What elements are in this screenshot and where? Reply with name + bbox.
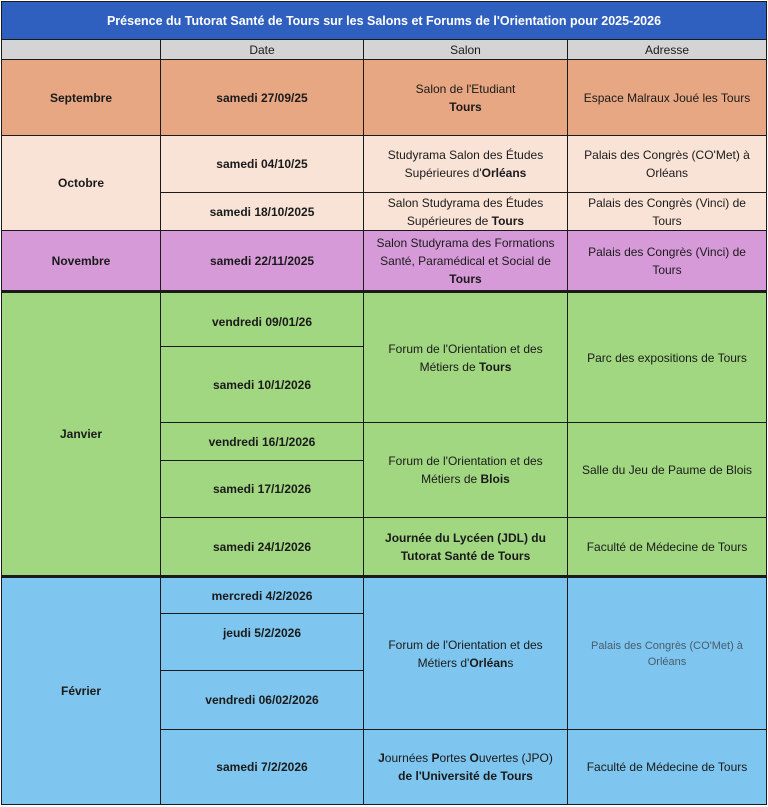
- adresse-cell: Palais des Congrès (CO'Met) à Orléans: [568, 136, 767, 193]
- adresse-cell: Palais des Congrès (CO'Met) à Orléans: [568, 576, 767, 730]
- month-janvier: Janvier: [1, 291, 161, 576]
- header-adresse: Adresse: [568, 40, 767, 60]
- date-cell: vendredi 16/1/2026: [161, 423, 364, 461]
- salon-name: Forum de l'Orientation et des Métiers d': [388, 637, 543, 670]
- adresse-cell: Faculté de Médecine de Tours: [568, 518, 767, 576]
- salon-cell: [364, 576, 568, 730]
- date-cell: samedi 24/1/2026: [161, 518, 364, 576]
- month-octobre: Octobre: [1, 136, 161, 231]
- month-fevrier: Février: [1, 576, 161, 805]
- date-cell: samedi 10/1/2026: [161, 347, 364, 423]
- date-cell: samedi 18/10/2025: [161, 193, 364, 231]
- salon-name-line2: de l'Université de Tours: [398, 769, 533, 783]
- salon-cell: [364, 60, 568, 136]
- header-month: [1, 40, 161, 60]
- salon-name: Salon Studyrama des Formations Santé, Paramédical et Social de: [376, 235, 555, 268]
- salon-city: Blois: [480, 472, 510, 486]
- adresse-cell: Espace Malraux Joué les Tours: [568, 60, 767, 136]
- salon-cell: [364, 291, 568, 423]
- adresse-cell: Faculté de Médecine de Tours: [568, 730, 767, 805]
- date-cell: vendredi 06/02/2026: [161, 671, 364, 730]
- salon-name: Salon Studyrama des Études Supérieures de: [387, 195, 544, 228]
- salon-cell: [364, 193, 568, 231]
- salon-name-line1: Journées Portes Ouvertes (JPO): [378, 751, 553, 765]
- date-cell: samedi 22/11/2025: [161, 231, 364, 291]
- table-title: Présence du Tutorat Santé de Tours sur les Salons et Forums de l'Orientation pour 2025-2026: [1, 1, 767, 40]
- salon-city: Tours: [449, 271, 482, 286]
- date-cell: samedi 17/1/2026: [161, 461, 364, 518]
- salon-name-line2: Tutorat Santé de Tours: [400, 548, 531, 563]
- date-cell: jeudi 5/2/2026: [161, 614, 364, 671]
- date-cell: samedi 7/2/2026: [161, 730, 364, 805]
- salon-name: Studyrama Salon des Études Supérieures d': [387, 148, 544, 180]
- adresse-cell: Parc des expositions de Tours: [568, 291, 767, 423]
- salon-city: Orléan: [469, 655, 508, 670]
- salon-cell: [364, 730, 568, 805]
- header-date: Date: [161, 40, 364, 60]
- events-table: [1, 1, 767, 805]
- header-salon: Salon: [364, 40, 568, 60]
- date-cell: mercredi 4/2/2026: [161, 576, 364, 614]
- salon-city: Orléans: [481, 166, 527, 180]
- salon-cell: [364, 423, 568, 518]
- month-septembre: Septembre: [1, 60, 161, 136]
- salon-city-suffix: s: [507, 655, 514, 670]
- date-cell: samedi 27/09/25: [161, 60, 364, 136]
- month-novembre: Novembre: [1, 231, 161, 291]
- salon-city: Tours: [449, 99, 482, 114]
- adresse-cell: Palais des Congrès (Vinci) de Tours: [568, 193, 767, 231]
- salon-cell: [364, 518, 568, 576]
- salon-name: Forum de l'Orientation et des Métiers de: [388, 454, 543, 486]
- salon-city: Tours: [478, 359, 512, 374]
- salon-name: Salon de l'Etudiant: [415, 81, 516, 96]
- adresse-cell: Palais des Congrès (Vinci) de Tours: [568, 231, 767, 291]
- salon-city: Tours: [491, 213, 525, 228]
- salon-cell: [364, 136, 568, 193]
- salon-name: Journée du Lycéen (JDL) du: [385, 530, 546, 545]
- adresse-cell: Salle du Jeu de Paume de Blois: [568, 423, 767, 518]
- date-cell: vendredi 09/01/26: [161, 291, 364, 347]
- salon-cell: [364, 231, 568, 291]
- salon-name: Forum de l'Orientation et des Métiers de: [388, 341, 543, 374]
- date-cell: samedi 04/10/25: [161, 136, 364, 193]
